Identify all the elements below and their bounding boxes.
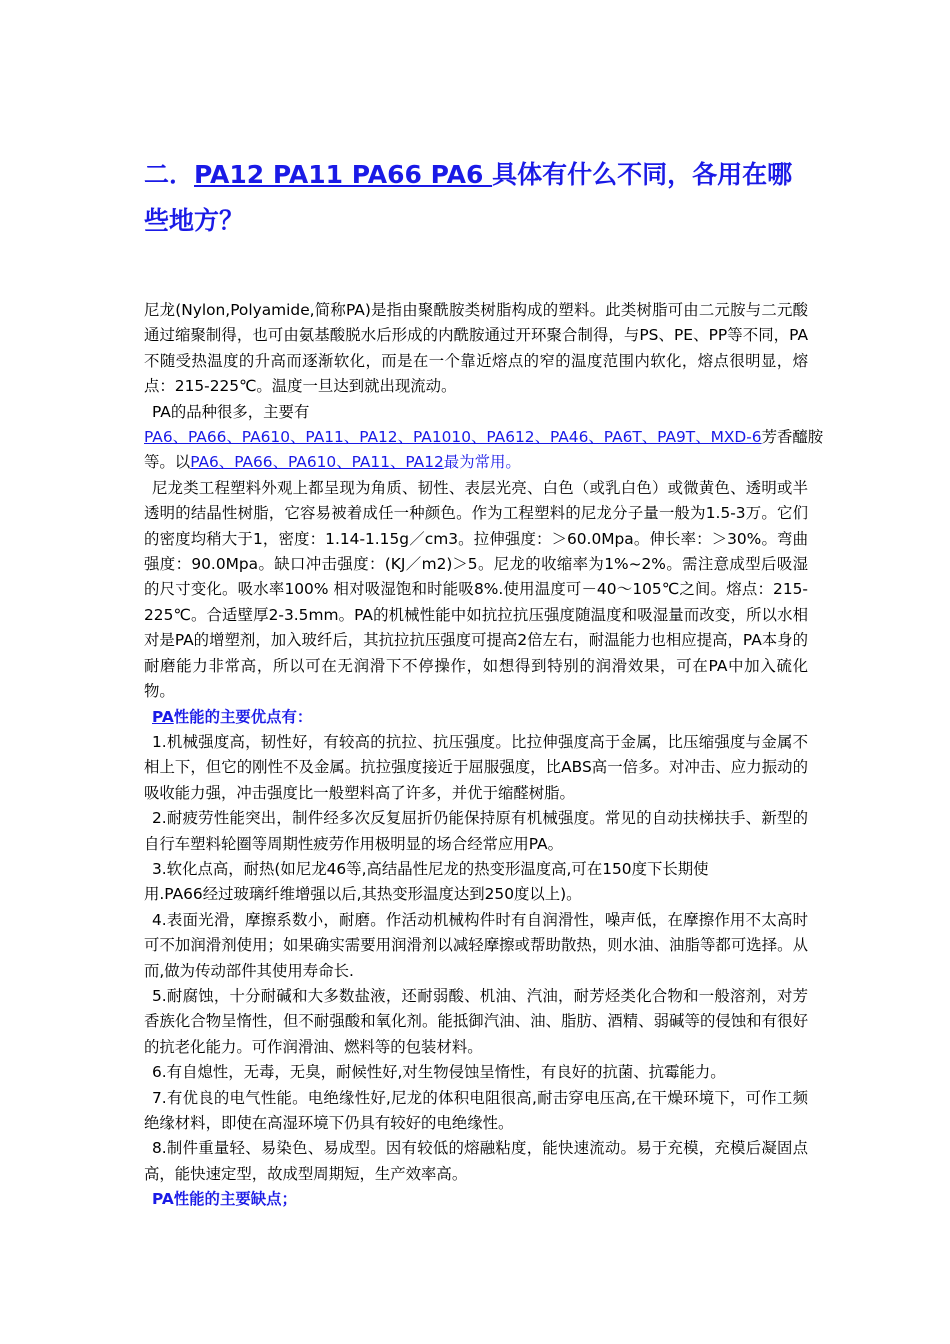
common-types-link[interactable]: PA6、PA66、PA610、PA11、PA12 bbox=[190, 453, 444, 472]
section-heading bbox=[144, 152, 814, 244]
advantage-item: 8.制件重量轻、易染色、易成型。因有较低的熔融粘度，能快速流动。易于充模，充模后凝固点高，能快速定型，故成型周期短，生产效率高。 bbox=[144, 1139, 808, 1183]
intro-paragraph: 尼龙(Nylon,Polyamide,简称PA)是指由聚酰胺类树脂构成的塑料。此类树脂可由二元胺与二元酸通过缩聚制得，也可由氨基酸脱水后形成的内酰胺通过开环聚合制得，与PS、PE、PP等不同，PA不随受热温度的升高而逐渐软化，而是在一个靠近熔点的窄的温度范围内软化，熔点很明显，熔点：215-225℃。温度一旦达到就出现流动。 bbox=[144, 301, 808, 396]
advantages-heading bbox=[144, 705, 808, 730]
advantage-item: 5.耐腐蚀，十分耐碱和大多数盐液，还耐弱酸、机油、汽油，耐芳烃类化合物和一般溶剂，对芳香族化合物呈惰性，但不耐强酸和氧化剂。能抵御汽油、油、脂肪、酒精、弱碱等的侵蚀和有很好的抗老化能力。可作润滑油、燃料等的包装材料。 bbox=[144, 986, 808, 1056]
common-suffix: 最为常用。 bbox=[443, 453, 521, 472]
varieties-types-line bbox=[144, 425, 824, 450]
common-prefix: 等。以 bbox=[144, 453, 191, 472]
advantages-heading-link[interactable]: PA bbox=[152, 707, 174, 726]
advantage-item: 2.耐疲劳性能突出，制件经多次反复屈折仍能保持原有机械强度。常见的自动扶梯扶手、新型的自行车塑料轮圈等周期性疲劳作用极明显的场合经常应用PA。 bbox=[144, 809, 808, 853]
advantage-item: 1.机械强度高，韧性好，有较高的抗拉、抗压强度。比拉伸强度高于金属，比压缩强度与金属不相上下，但它的刚性不及金属。抗拉强度接近于屈服强度，比ABS高一倍多。对冲击、应力振动的吸收能力强，冲击强度比一般塑料高了许多，并优于缩醛树脂。 bbox=[144, 732, 808, 802]
advantage-item: 7.有优良的电气性能。电绝缘性好,尼龙的体积电阻很高,耐击穿电压高,在干燥环境下，可作工频绝缘材料，即使在高湿环境下仍具有较好的电绝缘性。 bbox=[144, 1088, 808, 1132]
pa-types-suffix: 芳香醯胺 bbox=[761, 428, 824, 447]
heading-link[interactable]: PA12 PA11 PA66 PA6 bbox=[194, 160, 493, 189]
advantage-item: 6.有自熄性，无毒，无臭，耐候性好,对生物侵蚀呈惰性，有良好的抗菌、抗霉能力。 bbox=[152, 1063, 726, 1082]
article-body bbox=[144, 298, 824, 1213]
advantage-item-continued: 用.PA66经过玻璃纤维增强以后,其热变形温度达到250度以上)。 bbox=[144, 885, 582, 904]
properties-paragraph: 尼龙类工程塑料外观上都呈现为角质、韧性、表层光亮、白色（或乳白色）或微黄色、透明或半透明的结晶性树脂，它容易被着成任一种颜色。作为工程塑料的尼龙分子量一般为1.5-3万。它们的密度均稍大于1，密度：1.14-1.15g／cm3。拉伸强度：＞60.0Mpa。伸长率：＞30%。弯曲强度：90.0Mpa。缺口冲击强度：(KJ／m2)＞5。尼龙的收缩率为1%~2%。需注意成型后吸湿的尺寸变化。吸水率100% 相对吸湿饱和时能吸8%.使用温度可－40～105℃之间。熔点：215-225℃。合适壁厚2-3.5mm。PA的机械性能中如抗拉抗压强度随温度和吸湿量而改变，所以水相对是PA的增塑剂，加入玻纤后，其抗拉抗压强度可提高2倍左右，耐温能力也相应提高，PA本身的耐磨能力非常高，所以可在无润滑下不停操作，如想得到特别的润滑效果，可在PA中加入硫化物。 bbox=[144, 478, 808, 701]
advantage-item: 3.软化点高，耐热(如尼龙46等,高结晶性尼龙的热变形温度高,可在150度下长期使 bbox=[152, 859, 709, 878]
heading-prefix: 二． bbox=[144, 160, 195, 189]
advantage-item: 4.表面光滑，摩擦系数小，耐磨。作活动机械构件时有自润滑性，噪声低，在摩擦作用不太高时可不加润滑剂使用；如果确实需要用润滑剂以减轻摩擦或帮助散热，则水油、油脂等都可选择。从而,做为传动部件其使用寿命长. bbox=[144, 910, 808, 980]
heading-suffix: 具体有什么不同，各用在哪些地方？ bbox=[144, 160, 793, 235]
pa-types-link[interactable]: PA6、PA66、PA610、PA11、PA12、PA1010、PA612、PA46、PA6T、PA9T、MXD-6 bbox=[144, 428, 762, 447]
disadvantages-heading: PA性能的主要缺点； bbox=[152, 1190, 297, 1209]
common-types-line bbox=[144, 450, 808, 475]
varieties-intro: PA的品种很多，主要有 bbox=[152, 402, 310, 421]
advantages-heading-text: 性能的主要优点有： bbox=[173, 707, 313, 726]
